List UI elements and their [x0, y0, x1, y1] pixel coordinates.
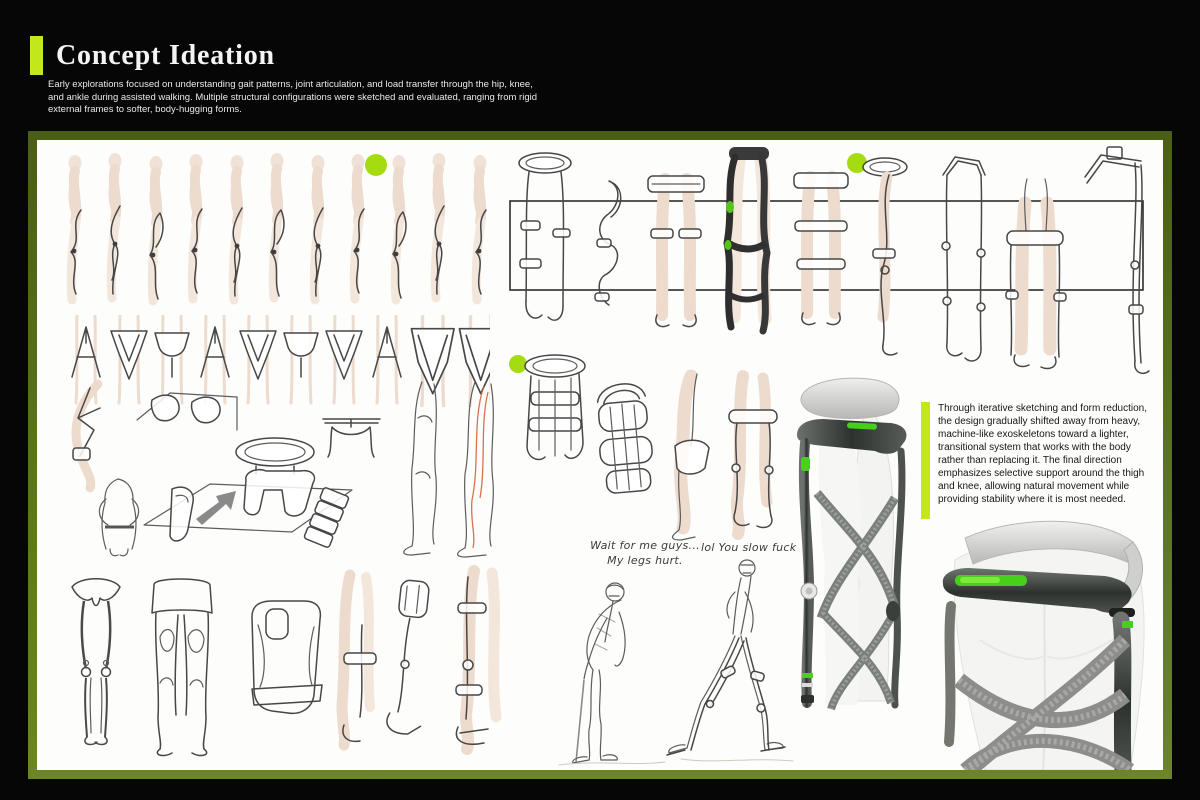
final-render-hip-closeup — [925, 520, 1163, 770]
title-accent-bar — [30, 36, 43, 75]
sketch-board-frame — [28, 131, 1172, 779]
page-title: Concept Ideation — [56, 40, 275, 71]
anatomy-brace-sketch-row — [60, 565, 530, 760]
note-text: Through iterative sketching and form reduction, the design gradually shifted away from heavy, machine-like exoskeletons toward a lighter, transitional system that works with the body rather than replacing it. The final direction emphasizes selective support around the thigh and knee, allowing natural movement while providing stability where it is most needed. — [938, 403, 1147, 505]
header — [30, 36, 275, 75]
old-man-with-exo-sketch — [667, 560, 793, 761]
sketch-board — [37, 140, 1163, 770]
exo-lineup-sketch-row — [507, 143, 1163, 380]
dark-exo-variant-sketch — [725, 147, 770, 331]
exo-man-caption: lol You slow fuck — [701, 541, 797, 554]
old-man-with-cane-sketch — [559, 583, 665, 765]
muscle-highlight-lines — [472, 386, 488, 548]
intro-paragraph: Early explorations focused on understanding gait patterns, joint articulation, and load transfer through the hip, knee, and ankle during assisted walking. Multiple structural configurations were sketched and evaluated, ranging from rigid external frames to softer, body-hugging forms. — [48, 79, 537, 116]
thigh-cuff-sketch-cluster — [505, 350, 790, 570]
elderly-figures-sketch — [555, 552, 795, 770]
old-man-caption-line2: My legs hurt. — [607, 554, 683, 567]
design-note — [921, 402, 1161, 519]
note-accent-bar — [921, 402, 930, 519]
old-man-caption-line1: Wait for me guys... — [590, 539, 700, 552]
direction-arrow — [196, 491, 236, 525]
joint-detail-sketch-cluster — [60, 378, 530, 560]
gait-sequence-sketch-row — [55, 148, 500, 310]
